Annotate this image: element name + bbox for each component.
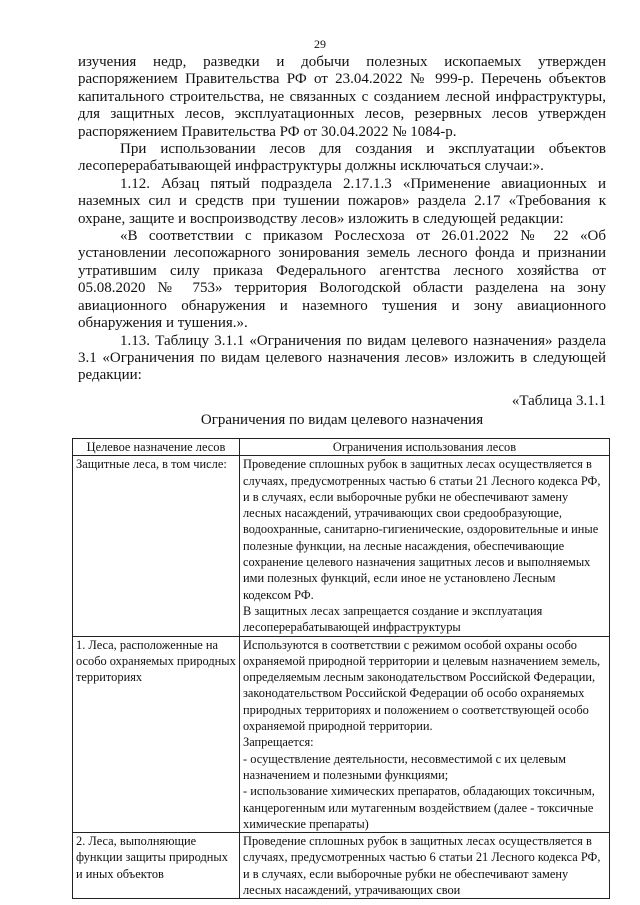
table-row <box>73 636 610 833</box>
cell-purpose: Защитные леса, в том числе: <box>73 456 240 636</box>
cell-restrictions <box>240 833 610 899</box>
restriction-text: Запрещается: <box>243 735 314 750</box>
table-caption: «Таблица 3.1.1 <box>511 392 606 409</box>
cell-purpose: 2. Леса, выполняющие функции защиты природных и иных объектов <box>73 833 240 899</box>
body-text <box>78 54 606 430</box>
paragraph-1: изучения недр, разведки и добычи полезных ископаемых утвержден распоряжением Правительства РФ от 23.04.2022 № 999-р. Перечень объектов капитального строительства, не связанных с созданием лесной инфраструктуры, для защитных лесов, эксплуатационных лесов, резервных лесов утвержден распоряжением Правительства РФ от 30.04.2022 № 1084-р. <box>78 54 606 140</box>
restriction-text: Используются в соответствии с режимом особой охраны особо охраняемой природной территории и целевым назначением земель, определяемым лесным законодательством Российской Федерации, законодательством Российской Федерации об особо охраняемых природных территориях и положением о соответствующей особо охраняемой природной территории. <box>243 637 601 734</box>
paragraph-5: 1.13. Таблицу 3.1.1 «Ограничения по видам целевого назначения» раздела 3.1 «Ограничения по видам целевого назначения лесов» изложить в следующей редакции: <box>78 332 606 384</box>
paragraph-2: При использовании лесов для создания и эксплуатации объектов лесоперерабатывающей инфраструктуры должны исключаться случаи:». <box>78 141 606 175</box>
table-header-row <box>73 439 610 456</box>
table-row <box>73 456 610 636</box>
cell-purpose: 1. Леса, расположенные на особо охраняемых природных территориях <box>73 636 240 833</box>
restriction-text: Проведение сплошных рубок в защитных лесах осуществляется в случаях, предусмотренных частью 6 статьи 21 Лесного кодекса РФ, и в случаях, если выборочные рубки не обеспечивают замену лесных насаждений, утрачивающих свои <box>243 834 601 898</box>
table-row <box>73 833 610 899</box>
restriction-text: - осуществление деятельности, несовместимой с их целевым назначением и полезными функциями; <box>243 751 566 782</box>
restriction-text: В защитных лесах запрещается создание и эксплуатация лесоперерабатывающей инфраструктуры <box>243 603 543 635</box>
restriction-text: - использование химических препаратов, обладающих токсичным, канцерогенным или мутагенным воздействием (далее - токсичные химические препараты) <box>243 784 595 831</box>
paragraph-4: «В соответствии с приказом Рослесхоза от 26.01.2022 № 22 «Об установлении лесопожарного зонирования земель лесного фонда и признании утратившим силу приказа Федерального агентства лесного хозяйства от 05.08.2020 № 753» территория Вологодской области разделена на зону авиационного обнаружения и наземного тушения и зону авиационного обнаружения и тушения.». <box>78 228 606 332</box>
table-title: Ограничения по видам целевого назначения <box>200 412 484 429</box>
paragraph-3: 1.12. Абзац пятый подраздела 2.17.1.3 «Применение авиационных и наземных сил и средств при тушении пожаров» раздела 2.17 «Требования к охране, защите и воспроизводству лесов» изложить в следующей редакции: <box>78 175 606 227</box>
cell-restrictions <box>240 456 610 636</box>
header-purpose: Целевое назначение лесов <box>73 439 240 456</box>
restriction-text: Проведение сплошных рубок в защитных лесах осуществляется в случаях, предусмотренных частью 6 статьи 21 Лесного кодекса РФ, и в случаях, если выборочные рубки не обеспечивают замену лесных насаждений, утрачивающих свои средообразующие, водоохранные, санитарно-гигиенические, оздоровительные и иные полезные функции, на лесные насаждения, обеспечивающие сохранение целевого назначения защитных лесов и выполняемых ими полезных функций, если иное не установлено Лесным кодексом РФ. <box>243 457 601 602</box>
cell-restrictions <box>240 636 610 833</box>
restrictions-table <box>72 438 610 899</box>
header-restrictions: Ограничения использования лесов <box>240 439 610 456</box>
page-number: 29 <box>314 37 326 51</box>
